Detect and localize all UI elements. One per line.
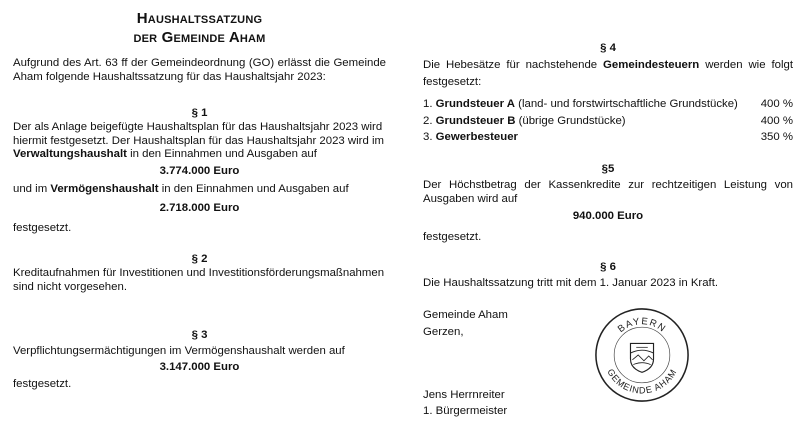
- signature-place: Gemeinde Aham: [423, 309, 508, 321]
- section1-text: Der als Anlage beigefügte Haushaltsplan für das Haushaltsjahr 2023 wird hiermit festgesetzt. Der Haushaltsplan für das Haushaltsjahr 2023 wird im Verwaltungshaushalt in den Einnahmen und Ausgaben auf: [13, 121, 384, 161]
- section5-text: Der Höchstbetrag der Kassenkredite zur rechtzeitigen Leistung von Ausgaben wird auf: [423, 179, 793, 205]
- section1-amount2: 2.718.000 Euro: [159, 202, 240, 214]
- document-title-line2: der Gemeinde Aham: [133, 29, 266, 46]
- tax-rate-value: 350 %: [760, 131, 793, 143]
- section3-amount: 3.147.000 Euro: [159, 361, 240, 373]
- seal-inner-ring: [614, 327, 670, 383]
- tax-name: Grundsteuer A: [435, 98, 515, 110]
- section5-amount: 940.000 Euro: [572, 210, 644, 222]
- vermoegenshaushalt-label: Vermögenshaushalt: [50, 183, 159, 195]
- verwaltungshaushalt-label: Verwaltungshaushalt: [13, 148, 127, 161]
- tax-name: Grundsteuer B: [435, 115, 516, 127]
- preamble: Aufgrund des Art. 63 ff der Gemeindeordnung (GO) erlässt die Gemeinde Aham folgende Haushaltssatzung für das Haushaltsjahr 2023:: [13, 57, 386, 83]
- tax-name: Gewerbesteuer: [435, 131, 518, 143]
- section3-closing: festgesetzt.: [13, 378, 72, 390]
- section4-text: Die Hebesätze für nachstehende Gemeindesteuern werden wie folgt festgesetzt:: [423, 59, 793, 88]
- section1-heading: § 1: [191, 107, 208, 119]
- section3-text: Verpflichtungsermächtigungen im Vermögenshaushalt werden auf: [13, 345, 345, 357]
- section1-amount1: 3.774.000 Euro: [159, 165, 240, 177]
- section1-text2: und im Vermögenshaushalt in den Einnahmen und Ausgaben auf: [13, 183, 349, 195]
- gemeindesteuern-label: Gemeindesteuern: [603, 59, 700, 71]
- coat-of-arms-icon: [630, 343, 653, 372]
- section5-heading: §5: [601, 163, 615, 175]
- section2-heading: § 2: [191, 253, 208, 265]
- signature-date: Gerzen,: [423, 326, 464, 338]
- tax-rate-value: 400 %: [760, 115, 793, 127]
- section4-heading: § 4: [600, 42, 616, 54]
- tax-rate-value: 400 %: [760, 98, 793, 110]
- section1-closing: festgesetzt.: [13, 222, 72, 234]
- seal-bottom-text: GEMEINDE AHAM: [605, 367, 679, 396]
- section2-text: Kreditaufnahmen für Investitionen und Investitionsförderungsmaßnahmen sind nicht vorgesehen.: [13, 267, 385, 293]
- signature-role: 1. Bürgermeister: [423, 405, 508, 417]
- signature-name: Jens Herrnreiter: [423, 389, 505, 401]
- section3-heading: § 3: [191, 329, 208, 341]
- document-title-line1: Haushaltssatzung: [136, 10, 263, 27]
- section6-text: Die Haushaltssatzung tritt mit dem 1. Januar 2023 in Kraft.: [423, 277, 719, 289]
- section6-heading: § 6: [600, 261, 616, 273]
- seal-top-text: BAYERN: [615, 316, 669, 335]
- section5-closing: festgesetzt.: [423, 231, 482, 243]
- municipal-seal: [594, 307, 690, 403]
